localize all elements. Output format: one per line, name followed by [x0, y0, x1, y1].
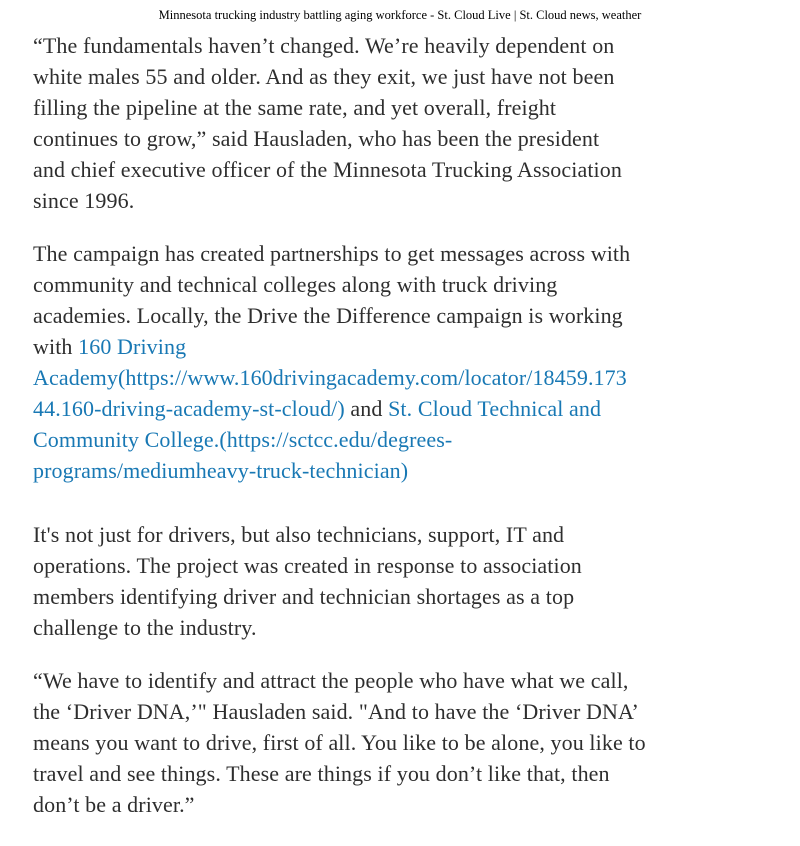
article-text: continues to grow,” said Hausladen, who has been the president [33, 126, 600, 151]
article-text: challenge to the industry. [33, 615, 257, 640]
article-text: It's not just for drivers, but also technicians, support, IT and [33, 522, 565, 547]
article-text: “We have to identify and attract the people who have what we call, [33, 668, 629, 693]
article-link[interactable]: Academy(https://www.160drivingacademy.com/locator/18459.173 [33, 365, 627, 390]
article-text: members identifying driver and technician shortages as a top [33, 584, 575, 609]
paragraph [33, 238, 763, 486]
article-text: and [344, 396, 389, 421]
article-link[interactable]: programs/mediumheavy-truck-technician) [33, 458, 409, 483]
article-text: since 1996. [33, 188, 135, 213]
article-text: don’t be a driver.” [33, 792, 195, 817]
article-text: with [33, 334, 79, 359]
article-text: white males 55 and older. And as they exit, we just have not been [33, 64, 615, 89]
article-text: means you want to drive, first of all. You like to be alone, you like to [33, 730, 646, 755]
paragraph [33, 30, 763, 216]
article-link[interactable]: Community College.(https://sctcc.edu/degrees- [33, 427, 453, 452]
article-body [33, 30, 763, 820]
article-link[interactable]: St. Cloud Technical and [388, 396, 602, 421]
article-text: academies. Locally, the Drive the Difference campaign is working [33, 303, 623, 328]
article-link[interactable]: 44.160-driving-academy-st-cloud/) [33, 396, 345, 421]
article-text: travel and see things. These are things if you don’t like that, then [33, 761, 610, 786]
article-text: The campaign has created partnerships to get messages across with [33, 241, 631, 266]
article-text: operations. The project was created in response to association [33, 553, 582, 578]
paragraph [33, 665, 763, 820]
article-text: and chief executive officer of the Minnesota Trucking Association [33, 157, 622, 182]
paragraph [33, 519, 763, 643]
print-header-title: Minnesota trucking industry battling aging workforce - St. Cloud Live | St. Cloud news, weather [158, 8, 642, 22]
article-text: filling the pipeline at the same rate, and yet overall, freight [33, 95, 557, 120]
article-link[interactable]: 160 Driving [78, 334, 187, 359]
article-text: “The fundamentals haven’t changed. We’re heavily dependent on [33, 33, 615, 58]
article-text: community and technical colleges along with truck driving [33, 272, 558, 297]
article-text: the ‘Driver DNA,’" Hausladen said. "And to have the ‘Driver DNA’ [33, 699, 639, 724]
